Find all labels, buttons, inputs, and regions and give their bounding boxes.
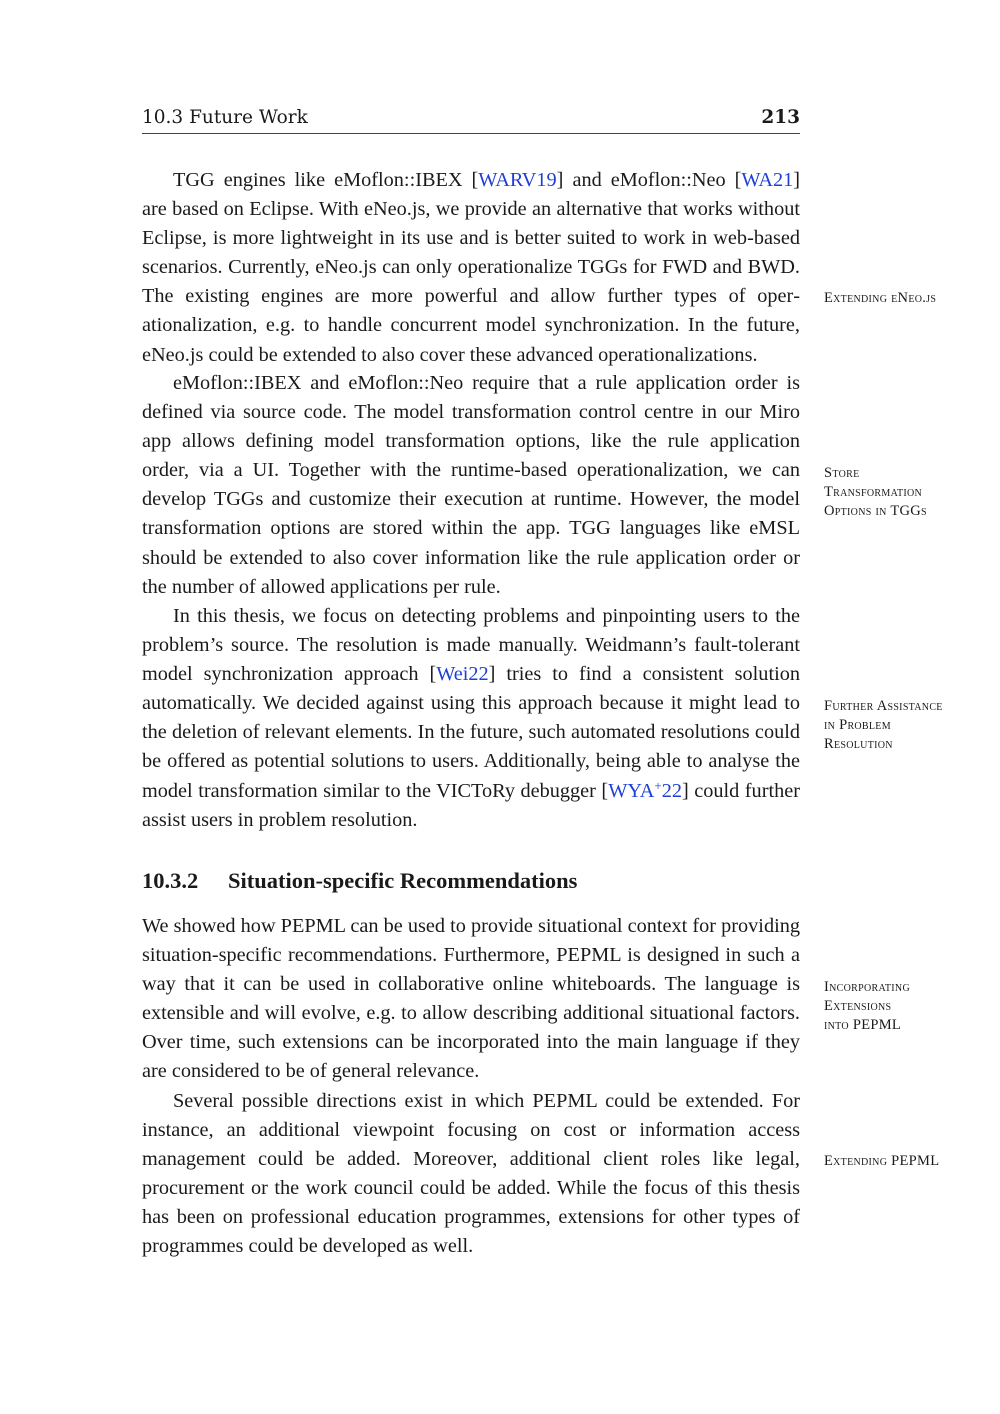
- citation-wei22[interactable]: Wei22: [436, 663, 489, 686]
- paragraph-pepml-extensions: Several possible directions exist in which PEPML could be extended. For instance, an additional viewpoint focusing on cost or information access management could be added. Moreover, additional client roles like legal, procurement or the work council could be added. While the focus of this thesis has been on professional education programmes, extensions for other types of programmes could be developed as well.: [142, 1090, 800, 1258]
- margin-note-extending-pepml: Extending PEPML: [824, 1153, 940, 1169]
- paragraph-pepml-context: We showed how PEPML can be used to provide situational context for providing situation-specific recommendations. Furthermore, PEPML is designed in such a way that it can be used in collaborative online whiteboards. The language is extensible and will evolve, e.g. to allow describing additional situational factors. Over time, such extensions can be incorporated into the main language if they are considered to be of general relevance.: [142, 915, 800, 1083]
- section-number: 10.3.2: [142, 868, 199, 893]
- section-heading: [142, 868, 577, 894]
- paragraph-problem-resolution: In this thesis, we focus on detecting problems and pinpointing users to the problem’s source. The resolution is made manually. Weidmann’s fault-tolerant model synchronization approach [Wei22] tries to find a consistent solution automatically. We decided against using this approach because it might lead to the deletion of relevant elements. In the future, such automated resolutions could be offered as potential solutions to users. Additionally, being able to analyse the model transformation similar to the VICToRy debugger [WYA+22] could further assist users in problem resolution.: [142, 605, 800, 831]
- margin-note-extending-eneo: Extending eNeo.js: [824, 290, 937, 306]
- paragraph-tgg-engines: TGG engines like eMoflon::IBEX [WARV19] and eMoflon::Neo [WA21] are based on Eclipse. With eNeo.js, we provide an alternative that works without Eclipse, is more lightweight in its use and is better suited to work in web-based scenarios. Currently, eNeo.js can only operationalize TGGs for FWD and BWD. The existing engines are more powerful and allow further types of operationalization, e.g. to handle concurrent model synchronization. In the future, eNeo.js could be extended to also cover these advanced operationalizations.: [142, 169, 801, 366]
- running-header-title: 10.3 Future Work: [142, 107, 308, 128]
- paragraph-rule-application-order: eMoflon::IBEX and eMoflon::Neo require that a rule application order is defined via source code. The model transformation control centre in our Miro app allows defining model transformation options, like the rule application order, via a UI. Together with the runtime-based operationalization, we can develop TGGs and customize their execution at runtime. However, the model transformation options are stored within the app. TGG languages like eMSL should be extended to also cover information like the rule application order or the number of allowed applications per rule.: [142, 372, 800, 598]
- page-number: 213: [761, 107, 800, 128]
- section-title: Situation-specific Recommendations: [228, 868, 578, 893]
- citation-warv19[interactable]: WARV19: [478, 169, 557, 191]
- running-header: [142, 107, 800, 134]
- margin-note-incorporating-extensions: Incorporating Extensions into PEPML: [824, 979, 910, 1033]
- citation-wya22[interactable]: WYA+22: [608, 777, 682, 802]
- margin-note-further-assistance: Further Assistance in Problem Resolution: [824, 698, 943, 752]
- citation-wa21[interactable]: WA21: [741, 169, 794, 191]
- margin-note-store-transformation-options: Store Transformation Options in TGGs: [824, 465, 927, 519]
